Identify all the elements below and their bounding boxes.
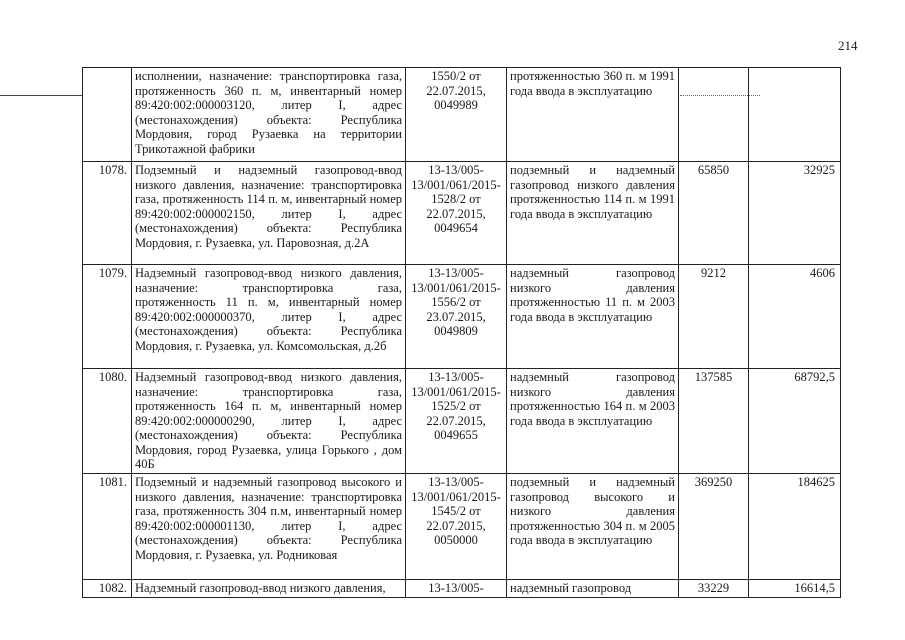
table-row	[83, 68, 841, 162]
row-number: 1082.	[83, 580, 132, 598]
table-row	[83, 265, 841, 369]
value-secondary: 4606	[749, 265, 841, 369]
object-description: Надземный газопровод-ввод низкого давления, назначение: транспортировка газа, протяженность 164 п. м, инвентарный номер 89:420:002:000000290, литер I, адрес (местонахождения) объекта: Республика Мордовия, город Рузаевка, улица Горького , дом 40Б	[132, 369, 406, 474]
value-primary: 33229	[679, 580, 749, 598]
object-characteristics: надземный газопровод	[507, 580, 679, 598]
row-number: 1079.	[83, 265, 132, 369]
object-description: Надземный газопровод-ввод низкого давления, назначение: транспортировка газа, протяженность 11 п. м, инвентарный номер 89:420:002:000000370, литер I, адрес (местонахождения) объекта: Республика Мордовия, г. Рузаевка, ул. Комсомольская, д.2б	[132, 265, 406, 369]
value-secondary: 184625	[749, 474, 841, 580]
value-secondary	[749, 68, 841, 162]
table-row	[83, 474, 841, 580]
row-number: 1081.	[83, 474, 132, 580]
table-row	[83, 162, 841, 265]
value-secondary: 68792,5	[749, 369, 841, 474]
object-characteristics: надземный газопровод низкого давления протяженностью 11 п. м 2003 года ввода в эксплуатацию	[507, 265, 679, 369]
row-number: 1078.	[83, 162, 132, 265]
object-description: Надземный газопровод-ввод низкого давления,	[132, 580, 406, 598]
object-description: Подземный и надземный газопровод-ввод низкого давления, назначение: транспортировка газа, протяженность 114 п. м, инвентарный номер 89:420:002:000002150, литер I, адрес (местонахождения) объекта: Республика Мордовия, г. Рузаевка, ул. Паровозная, д.2А	[132, 162, 406, 265]
scan-artifact-line	[0, 95, 82, 96]
value-secondary: 32925	[749, 162, 841, 265]
registration-record: 13-13/005-	[406, 580, 507, 598]
value-primary: 65850	[679, 162, 749, 265]
object-characteristics: надземный газопровод низкого давления протяженностью 164 п. м 2003 года ввода в эксплуатацию	[507, 369, 679, 474]
value-secondary: 16614,5	[749, 580, 841, 598]
value-primary: 9212	[679, 265, 749, 369]
object-characteristics: подземный и надземный газопровод низкого давления протяженностью 114 п. м 1991 года ввода в эксплуатацию	[507, 162, 679, 265]
registration-record: 13-13/005-13/001/061/2015-1545/2 от 22.07.2015, 0050000	[406, 474, 507, 580]
registration-record: 13-13/005-13/001/061/2015-1528/2 от 22.07.2015, 0049654	[406, 162, 507, 265]
property-registry-table	[82, 67, 841, 598]
object-description: Подземный и надземный газопровод высокого и низкого давления, назначение: транспортировка газа, протяженность 304 п.м, инвентарный номер 89:420:002:000001130, литер I, адрес (местонахождения) объекта: Республика Мордовия, г. Рузаевка, ул. Родниковая	[132, 474, 406, 580]
registration-record: 1550/2 от 22.07.2015, 0049989	[406, 68, 507, 162]
object-description: исполнении, назначение: транспортировка газа, протяженность 360 п. м, инвентарный номер 89:420:002:000003120, литер I, адрес (местонахождения) объекта: Республика Мордовия, город Рузаевка на территории Трикотажной фабрики	[132, 68, 406, 162]
value-primary: 369250	[679, 474, 749, 580]
row-number: 1080.	[83, 369, 132, 474]
object-characteristics: подземный и надземный газопровод высокого и низкого давления протяженностью 304 п. м 2005 года ввода в эксплуатацию	[507, 474, 679, 580]
table-row	[83, 580, 841, 598]
page-number: 214	[838, 38, 858, 53]
row-number	[83, 68, 132, 162]
object-characteristics: протяженностью 360 п. м 1991 года ввода в эксплуатацию	[507, 68, 679, 162]
registration-record: 13-13/005-13/001/061/2015-1525/2 от 22.07.2015, 0049655	[406, 369, 507, 474]
registration-record: 13-13/005-13/001/061/2015-1556/2 от 23.07.2015, 0049809	[406, 265, 507, 369]
value-primary: 137585	[679, 369, 749, 474]
value-primary	[679, 68, 749, 162]
table-row	[83, 369, 841, 474]
